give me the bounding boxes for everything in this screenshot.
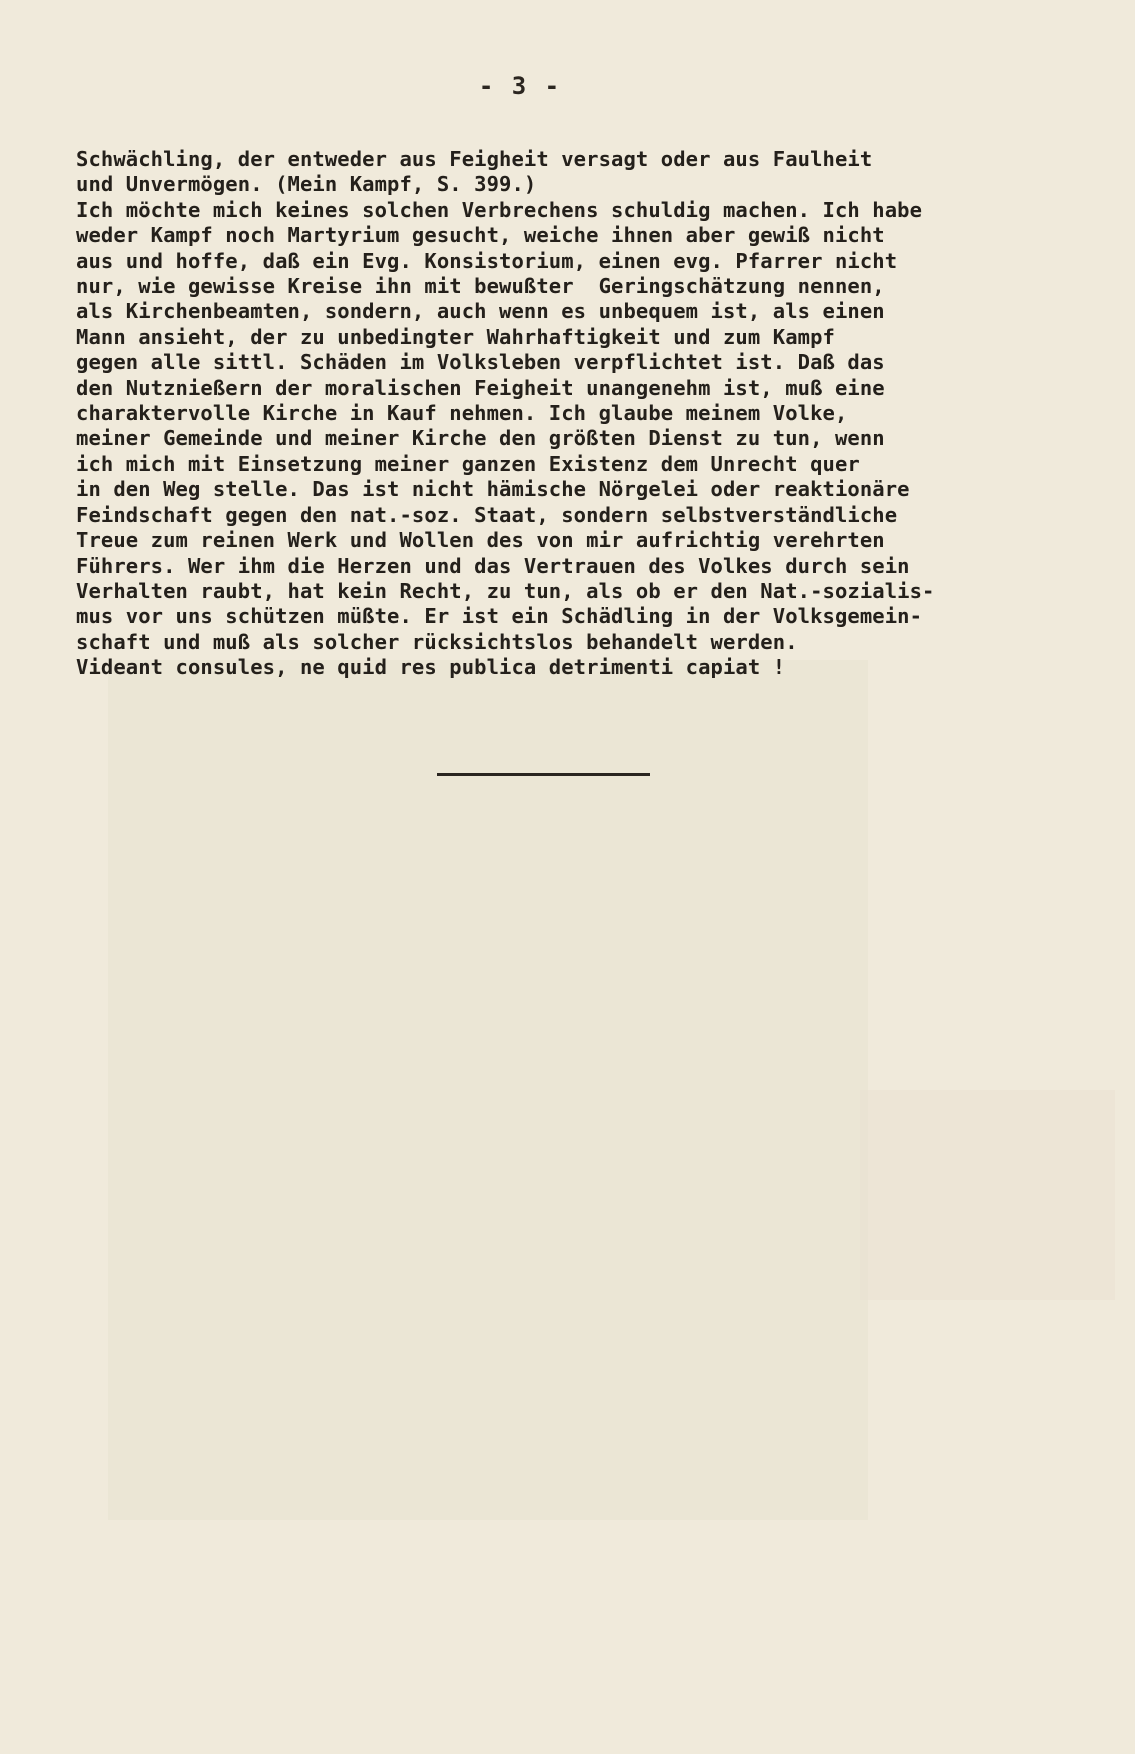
- text-line: ich mich mit Einsetzung meiner ganzen Existenz dem Unrecht quer: [76, 451, 860, 476]
- text-line: Feindschaft gegen den nat.-soz. Staat, sondern selbstverständliche: [76, 502, 898, 527]
- bleed-through-shadow-right: [860, 1090, 1115, 1300]
- text-line: Mann ansieht, der zu unbedingter Wahrhaftigkeit und zum Kampf: [76, 324, 835, 349]
- text-line: mus vor uns schützen müßte. Er ist ein Schädling in der Volksgemein-: [76, 604, 923, 629]
- text-line: schaft und muß als solcher rücksichtslos behandelt werden.: [76, 629, 798, 654]
- text-line: Schwächling, der entweder aus Feigheit versagt oder aus Faulheit: [76, 147, 873, 171]
- text-line: charaktervolle Kirche in Kauf nehmen. Ich glaube meinem Volke,: [76, 401, 848, 426]
- body-text: [76, 147, 1096, 681]
- text-line: Videant consules, ne quid res publica detrimenti capiat !: [76, 655, 786, 680]
- text-line: den Nutznießern der moralischen Feigheit unangenehm ist, muß eine: [76, 375, 885, 400]
- text-line: weder Kampf noch Martyrium gesucht, weiche ihnen aber gewiß nicht: [76, 223, 885, 248]
- text-line: Treue zum reinen Werk und Wollen des von mir aufrichtig verehrten: [76, 528, 885, 553]
- text-line: Verhalten raubt, hat kein Recht, zu tun, als ob er den Nat.-sozialis-: [76, 578, 935, 603]
- text-line: nur, wie gewisse Kreise ihn mit bewußter Geringschätzung nennen,: [76, 274, 885, 299]
- text-line: als Kirchenbeamten, sondern, auch wenn es unbequem ist, als einen: [76, 299, 885, 324]
- text-line: gegen alle sittl. Schäden im Volksleben verpflichtet ist. Daß das: [76, 350, 885, 375]
- bleed-through-shadow: [108, 660, 868, 1520]
- text-line: aus und hoffe, daß ein Evg. Konsistorium, einen evg. Pfarrer nicht: [76, 248, 898, 273]
- text-line: Ich möchte mich keines solchen Verbrechens schuldig machen. Ich habe: [76, 197, 923, 222]
- text-line: meiner Gemeinde und meiner Kirche den größten Dienst zu tun, wenn: [76, 426, 885, 451]
- horizontal-rule: [437, 773, 650, 776]
- text-line: Führers. Wer ihm die Herzen und das Vertrauen des Volkes durch sein: [76, 553, 910, 578]
- text-line: in den Weg stelle. Das ist nicht hämische Nörgelei oder reaktionäre: [76, 477, 910, 502]
- text-line: und Unvermögen. (Mein Kampf, S. 399.): [76, 172, 537, 197]
- page-number: - 3 -: [478, 72, 562, 100]
